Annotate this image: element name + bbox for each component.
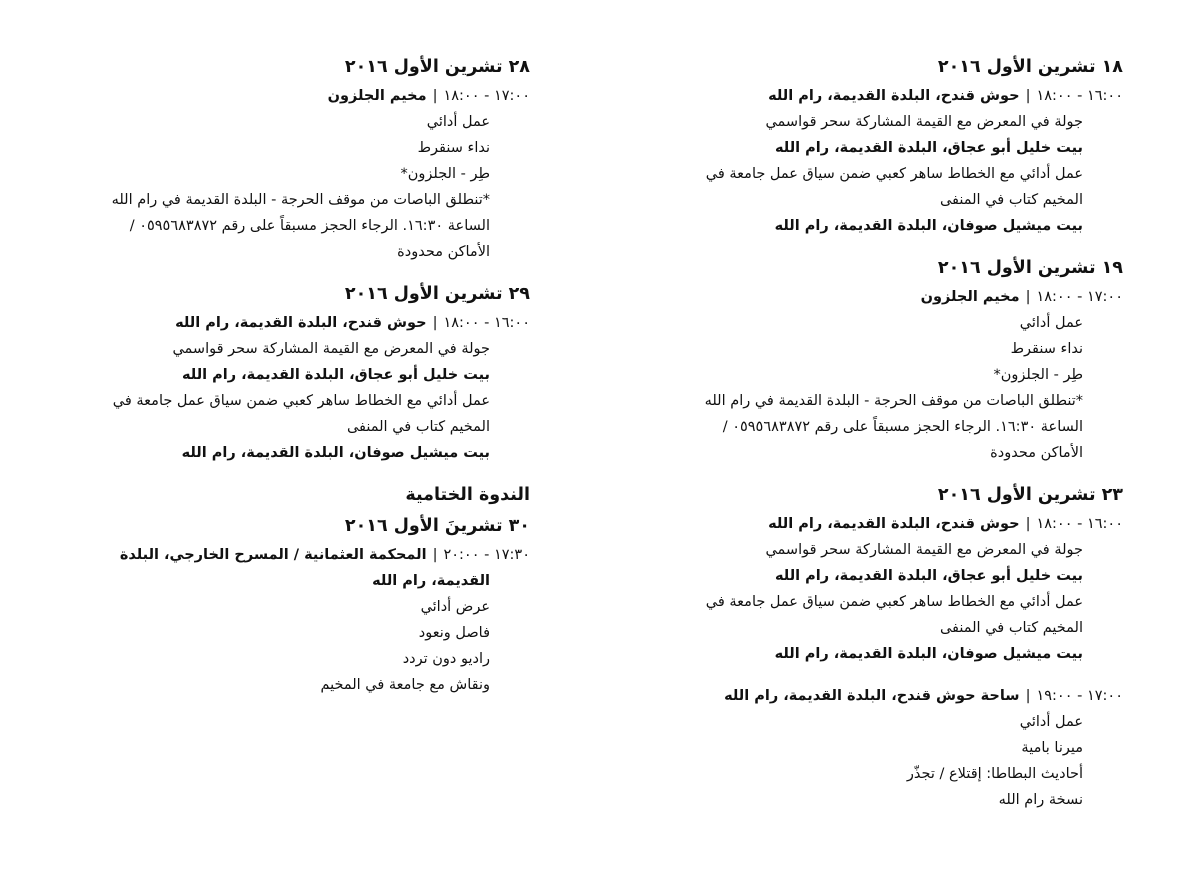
separator: |	[1025, 289, 1031, 305]
detail-line: نداء سنقرط	[1010, 341, 1083, 357]
session-details	[563, 537, 1123, 667]
session-time: ١٧:٠٠ - ١٨:٠٠	[443, 88, 530, 104]
session-block	[563, 683, 1123, 813]
detail-line: عمل أدائي	[1019, 315, 1083, 331]
session-venue: مخيم الجلزون	[920, 289, 1020, 305]
session-details	[563, 109, 1123, 239]
session-details	[0, 109, 530, 265]
detail-line: عمل أدائي مع الخطاط ساهر كعبي ضمن سياق عمل جامعة في	[705, 166, 1083, 182]
session-details	[0, 568, 530, 698]
detail-line: جولة في المعرض مع القيمة المشاركة سحر قواسمي	[765, 542, 1083, 558]
session-time: ١٦:٠٠ - ١٨:٠٠	[1036, 516, 1123, 532]
detail-line: عمل أدائي مع الخطاط ساهر كعبي ضمن سياق عمل جامعة في	[705, 594, 1083, 610]
day-block	[563, 253, 1123, 466]
separator: |	[432, 88, 438, 104]
schedule-column-right	[563, 52, 1123, 827]
day-block	[563, 52, 1123, 239]
detail-line: راديو دون تردد	[402, 651, 490, 667]
detail-line: ميرنا بامية	[1021, 740, 1083, 756]
session-venue: مخيم الجلزون	[327, 88, 427, 104]
session-time: ١٦:٠٠ - ١٨:٠٠	[443, 315, 530, 331]
session-time: ١٦:٠٠ - ١٨:٠٠	[1036, 88, 1123, 104]
venue-line: بيت خليل أبو عجاق، البلدة القديمة، رام الله	[181, 367, 490, 383]
session-block	[563, 284, 1123, 466]
session-header	[563, 83, 1123, 109]
session-time: ١٧:٣٠ - ٢٠:٠٠	[443, 547, 530, 563]
detail-line: عمل أدائي	[426, 114, 490, 130]
separator: |	[1025, 88, 1031, 104]
session-venue: ساحة حوش قندح، البلدة القديمة، رام الله	[724, 688, 1020, 704]
venue-line: بيت خليل أبو عجاق، البلدة القديمة، رام الله	[774, 140, 1083, 156]
day-heading: ٢٨ تشرين الأول ٢٠١٦	[344, 57, 530, 77]
detail-line: أحاديث البطاطا: إقتلاع / تجذّر	[906, 766, 1083, 782]
detail-line: نسخة رام الله	[998, 792, 1083, 808]
detail-line: جولة في المعرض مع القيمة المشاركة سحر قواسمي	[765, 114, 1083, 130]
detail-line: *تنطلق الباصات من موقف الحرجة - البلدة القديمة في رام الله	[111, 192, 490, 208]
day-block	[563, 480, 1123, 813]
session-time: ١٧:٠٠ - ١٩:٠٠	[1036, 688, 1123, 704]
detail-line: الساعة ١٦:٣٠. الرجاء الحجز مسبقاً على رقم ٠٥٩٥٦٨٣٨٧٢ /	[722, 419, 1083, 435]
separator: |	[432, 315, 438, 331]
session-details	[563, 310, 1123, 466]
separator: |	[1025, 516, 1031, 532]
session-header	[563, 511, 1123, 537]
day-heading: ٢٣ تشرين الأول ٢٠١٦	[937, 485, 1123, 505]
session-header	[0, 83, 530, 109]
session-header	[563, 284, 1123, 310]
session-block	[0, 310, 530, 466]
detail-line: المخيم كتاب في المنفى	[939, 192, 1083, 208]
session-block	[0, 542, 530, 698]
detail-line: طِر - الجلزون*	[400, 166, 490, 182]
detail-line: *تنطلق الباصات من موقف الحرجة - البلدة القديمة في رام الله	[704, 393, 1083, 409]
session-header	[0, 542, 530, 568]
session-details	[563, 709, 1123, 813]
venue-line: القديمة، رام الله	[372, 573, 490, 589]
venue-line: بيت ميشيل صوفان، البلدة القديمة، رام الله	[181, 445, 490, 461]
day-block	[0, 52, 530, 265]
day-block	[0, 480, 530, 698]
day-heading: ٣٠ تشرينَ الأول ٢٠١٦	[344, 516, 530, 536]
detail-line: عمل أدائي	[1019, 714, 1083, 730]
session-block	[0, 83, 530, 265]
day-block	[0, 279, 530, 466]
day-heading: ١٩ تشرين الأول ٢٠١٦	[937, 258, 1123, 278]
separator: |	[1025, 688, 1031, 704]
detail-line: الأماكن محدودة	[397, 244, 490, 260]
detail-line: الساعة ١٦:٣٠. الرجاء الحجز مسبقاً على رقم ٠٥٩٥٦٨٣٨٧٢ /	[129, 218, 490, 234]
schedule-column-left	[0, 52, 530, 712]
session-header	[563, 683, 1123, 709]
detail-line: المخيم كتاب في المنفى	[346, 419, 490, 435]
venue-line: بيت ميشيل صوفان، البلدة القديمة، رام الله	[774, 218, 1083, 234]
venue-line: بيت خليل أبو عجاق، البلدة القديمة، رام الله	[774, 568, 1083, 584]
session-block	[563, 83, 1123, 239]
day-heading: ١٨ تشرين الأول ٢٠١٦	[937, 57, 1123, 77]
detail-line: الأماكن محدودة	[990, 445, 1083, 461]
detail-line: عمل أدائي مع الخطاط ساهر كعبي ضمن سياق عمل جامعة في	[112, 393, 490, 409]
session-venue: حوش قندح، البلدة القديمة، رام الله	[175, 315, 427, 331]
venue-line: بيت ميشيل صوفان، البلدة القديمة، رام الله	[774, 646, 1083, 662]
detail-line: عرض أدائي	[420, 599, 490, 615]
session-block	[563, 511, 1123, 667]
session-header	[0, 310, 530, 336]
day-heading: الندوة الختامية	[405, 485, 530, 505]
session-details	[0, 336, 530, 466]
session-venue: حوش قندح، البلدة القديمة، رام الله	[768, 516, 1020, 532]
detail-line: فاصل ونعود	[418, 625, 490, 641]
session-time: ١٧:٠٠ - ١٨:٠٠	[1036, 289, 1123, 305]
detail-line: نداء سنقرط	[417, 140, 490, 156]
detail-line: جولة في المعرض مع القيمة المشاركة سحر قواسمي	[172, 341, 490, 357]
session-venue: حوش قندح، البلدة القديمة، رام الله	[768, 88, 1020, 104]
separator: |	[432, 547, 438, 563]
session-venue: المحكمة العثمانية / المسرح الخارجي، البلدة	[119, 547, 427, 563]
detail-line: المخيم كتاب في المنفى	[939, 620, 1083, 636]
day-heading: ٢٩ تشرين الأول ٢٠١٦	[344, 284, 530, 304]
detail-line: ونقاش مع جامعة في المخيم	[320, 677, 490, 693]
detail-line: طِر - الجلزون*	[993, 367, 1083, 383]
